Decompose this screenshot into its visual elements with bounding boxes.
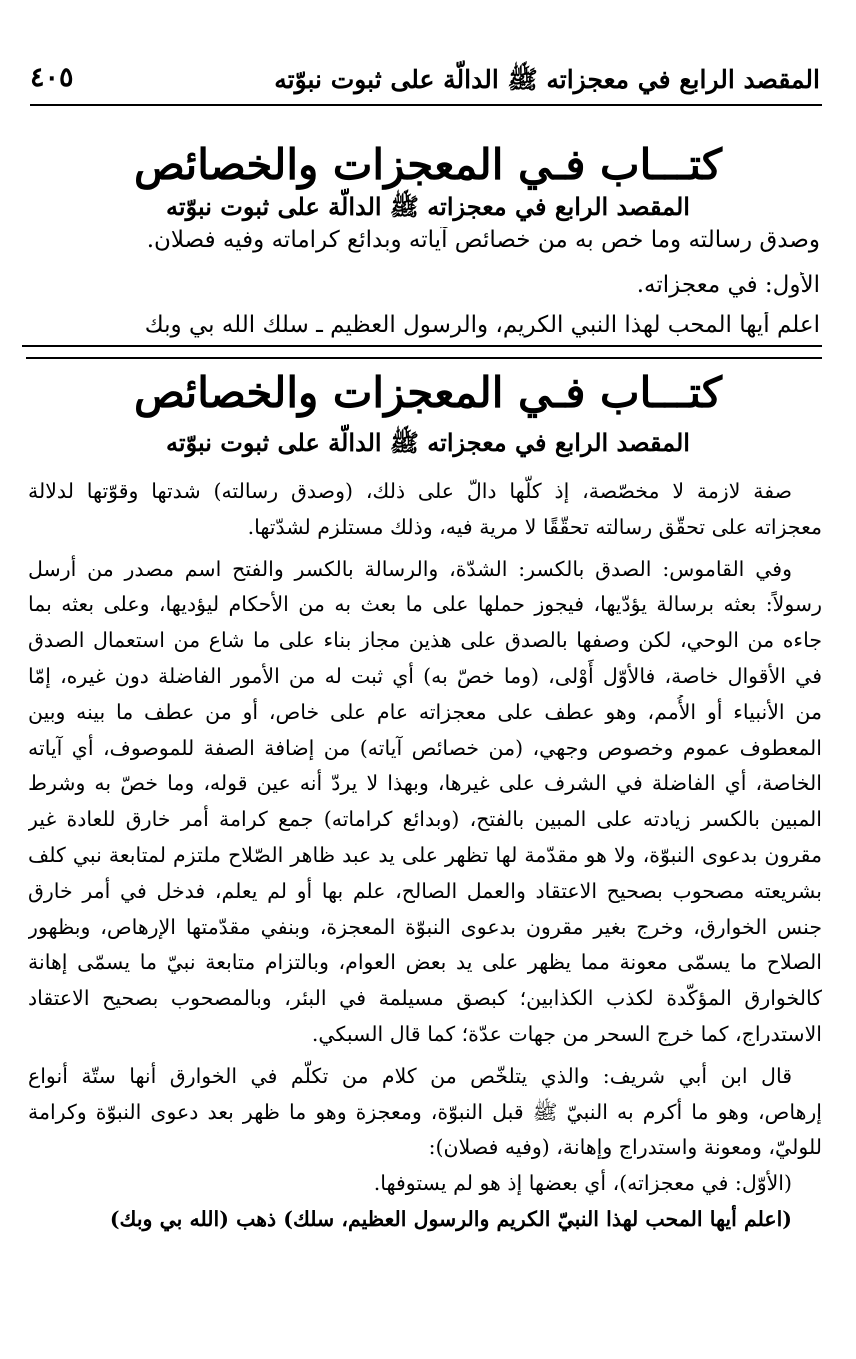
page-number: ٤٠٥ <box>30 62 74 93</box>
commentary-line: معجزاته على تحقّق رسالته تحقّقًا لا مرية فيه، وذلك مستلزم لشدّتها. <box>247 514 822 539</box>
sharh-book-title: كتـــاب فـي المعجزات والخصائص <box>134 368 722 417</box>
matn-line: الأول: في معجزاته. <box>636 272 820 298</box>
commentary-line: في الأقوال خاصة، فالأوّل أَوْلى، (وما خصّ به) أي ثبت له من الأمور الفاضلة دون غيره، إمّا <box>28 663 822 688</box>
commentary-line: الصلاح ما يسمّى معونة مما يظهر على يد بعض العوام، وبالتزام متابعة نبيّ ما يسمّى إهانة <box>28 950 822 975</box>
commentary-line: الخاصة، أي الفاضلة في الشرف على غيرها، وبهذا لا يردّ أنه عين قوله، وما خصّ به وشرط <box>28 771 822 796</box>
commentary-line: المعطوف عموم وخصوص وجهي، (من خصائص آياته) من إضافة الصفة للموصوف، أي آياته <box>28 735 822 760</box>
commentary-line: بشريعته مصحوب بصحيح الاعتقاد والعمل الصالح، علم بها أو لم يعلم، فدخل في أمر خارق <box>28 878 822 903</box>
commentary-line: رسولاً: بعثه برسالة يؤدّيها، فيجوز حملها على ما بعث به من الأحكام ليؤديها، وعلى بعثه بما <box>28 592 822 617</box>
running-header <box>30 60 820 104</box>
matn-maqsad-title: المقصد الرابع في معجزاته ﷺ الدالّة على ثبوت نبوّته <box>166 192 690 221</box>
commentary-line: من الأنبياء أو الأُمم، وهو عطف على معجزاته عام على خاص، أو من عطف ما بينه وبين <box>28 699 822 724</box>
matn-line: وصدق رسالته وما خص به من خصائص آياته وبدائع كراماته وفيه فصلان. <box>146 227 820 253</box>
running-header-title: المقصد الرابع في معجزاته ﷺ الدالّة على ثبوت نبوّته <box>274 65 820 94</box>
commentary-line: إرهاص، وهو ما أكرم به النبيّ ﷺ قبل النبوّة، ومعجزة وهو ما ظهر بعد دعوى النبوّة وكرامة <box>28 1099 822 1124</box>
commentary-line: جنس الخوارق، وخرج بغير مقرون بدعوى النبوّة المعجزة، وبنفي مقدّمتها الإرهاص، وبظهور <box>28 914 822 939</box>
commentary-body <box>28 474 822 1238</box>
header-rule <box>30 104 822 106</box>
commentary-line: المبين بالكسر زيادته على المبين بالفتح، (وبدائع كراماته) جمع كرامة أمر خارق للعادة غير <box>28 807 822 832</box>
commentary-line: وفي القاموس: الصدق بالكسر: الشدّة، والرسالة بالكسر والفتح اسم مصدر من أرسل <box>28 556 792 581</box>
sharh-maqsad-title: المقصد الرابع في معجزاته ﷺ الدالّة على ثبوت نبوّته <box>166 428 690 457</box>
matn-rule <box>22 345 822 347</box>
section-rule <box>26 357 822 359</box>
commentary-line: (الأوّل: في معجزاته)، أي بعضها إذ هو لم يستوفها. <box>373 1171 792 1196</box>
commentary-line: الاستدراج، كما خرج السحر من جهات عدّة؛ كما قال السبكي. <box>311 1021 822 1046</box>
commentary-line: قال ابن أبي شريف: والذي يتلخّص من كلام من تكلّم في الخوارق أنها ستّة أنواع <box>28 1063 792 1088</box>
commentary-line: للوليّ، ومعونة واستدراج وإهانة، (وفيه فصلان): <box>428 1135 822 1160</box>
matn-book-title: كتـــاب فـي المعجزات والخصائص <box>134 140 722 189</box>
commentary-line: جاءه من الوحي، لكن وصفها بالصدق على هذين مجاز بناء على ما شاع من استعمال الصدق <box>28 628 822 653</box>
commentary-line: صفة لازمة لا مخصّصة، إذ كلّها دالّ على ذلك، (وصدق رسالته) شدتها وقوّتها لدلالة <box>28 479 792 503</box>
commentary-line: كالخوارق المؤكّدة لكذب الكذابين؛ كبصق مسيلمة في البئر، وبالمصحوب بصحيح الاعتقاد <box>28 986 822 1011</box>
commentary-line: مقرون بدعوى النبوّة، ولا هو مقدّمة لها تظهر على يد عبد ظاهر الصّلاح ملتزم لمتابعة نبي كلف <box>28 842 822 867</box>
commentary-line: (اعلم أيها المحب لهذا النبيّ الكريم والرسول العظيم، سلك) ذهب (الله بي وبك) <box>109 1206 792 1231</box>
matn-line: اعلم أيها المحب لهذا النبي الكريم، والرسول العظيم ـ سلك الله بي وبك <box>144 312 820 338</box>
